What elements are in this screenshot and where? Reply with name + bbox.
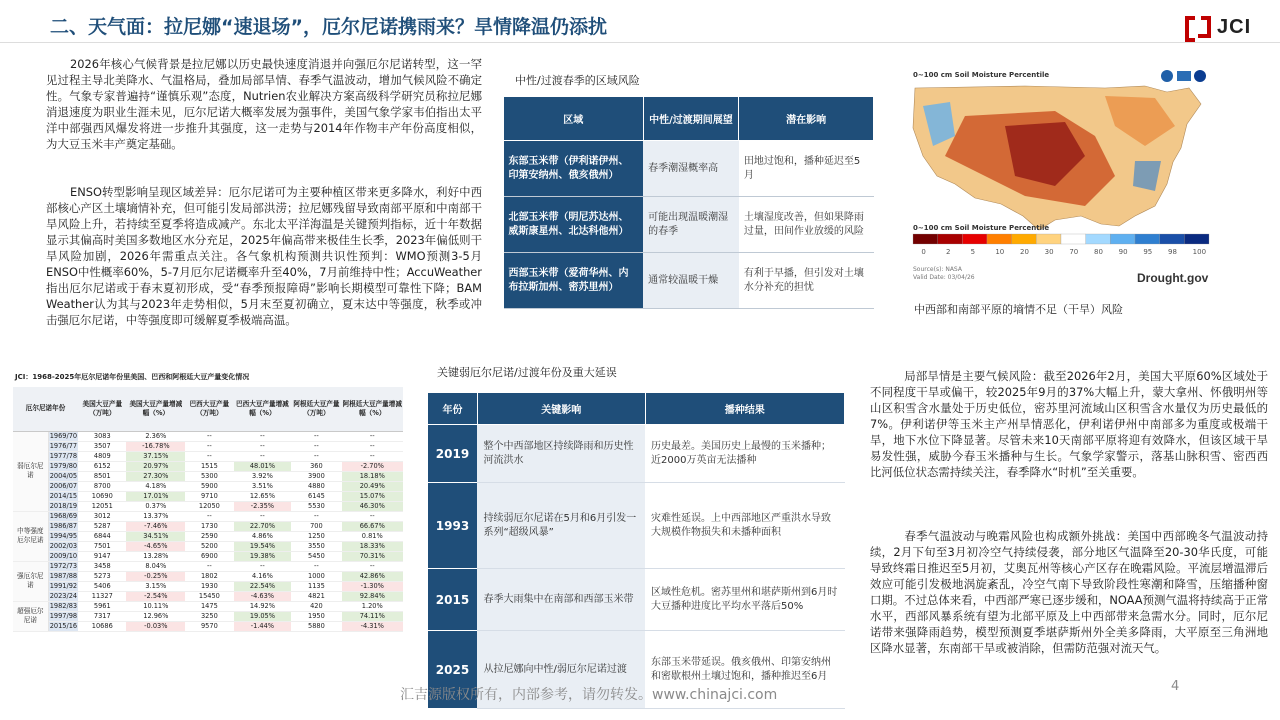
table-cell: -4.63%: [234, 591, 292, 601]
table-cell: 3458: [78, 561, 126, 571]
risk-outlook: 通常较温暖干燥: [643, 253, 739, 309]
production-table-header: 阿根廷大豆产量增减幅（%）: [342, 387, 403, 431]
table-cell: -16.78%: [126, 441, 185, 451]
table-cell: 5287: [78, 521, 126, 531]
event-year: 2019: [428, 425, 478, 483]
crop-year: 1977/78: [49, 451, 78, 460]
table-cell: 11327: [78, 591, 126, 601]
table-cell: -4.31%: [342, 621, 403, 631]
table-cell: 19.05%: [234, 611, 292, 621]
table-cell: 10686: [78, 621, 126, 631]
legend-tick-label: 30: [1044, 248, 1054, 256]
table-cell: 18.18%: [342, 471, 403, 481]
table-cell: 10.11%: [126, 601, 185, 611]
table-cell: 360: [291, 461, 341, 471]
table-row: [13, 601, 403, 611]
table-cell: 5880: [291, 621, 341, 631]
table-cell: -2.54%: [126, 591, 185, 601]
production-table: [13, 387, 403, 632]
table-row: [13, 531, 403, 541]
legend-tick-label: 70: [1069, 248, 1079, 256]
table-row: [13, 591, 403, 601]
event-result: 灾难性延误。上中西部地区严重洪水导致大规模作物损失和未播种面积: [645, 483, 844, 569]
table-cell: 5406: [78, 581, 126, 591]
table-row: [428, 569, 845, 631]
table-cell: 1950: [291, 611, 341, 621]
table-cell: --: [291, 441, 341, 451]
event-table-caption: 关键弱厄尔尼诺/过渡年份及重大延误: [437, 366, 617, 379]
table-row: [504, 197, 874, 253]
risk-impact: 有利于早播，但引发对土壤水分补充的担忧: [739, 253, 874, 309]
crop-year: 2009/10: [49, 551, 78, 560]
legend-swatch: [1061, 234, 1086, 244]
map-source: [913, 266, 975, 282]
risk-zone: 北部玉米带（明尼苏达州、威斯康星州、北达科他州）: [504, 197, 644, 253]
el-nino-category: 弱厄尔尼诺: [13, 431, 48, 511]
table-cell: 20.49%: [342, 481, 403, 491]
table-cell: 5900: [185, 481, 233, 491]
event-result: 区域性危机。密苏里州和堪萨斯州到6月时大豆播种进度比平均水平落后50%: [645, 569, 844, 631]
table-row: [13, 511, 403, 521]
production-table-header: 厄尔尼诺年份: [13, 387, 78, 431]
table-cell: -1.30%: [342, 581, 403, 591]
event-year: 2015: [428, 569, 478, 631]
intro-paragraph-2: [46, 184, 482, 328]
page-number: 4: [1171, 679, 1180, 694]
legend-tick-label: 95: [1143, 248, 1153, 256]
crop-year: 2014/15: [49, 491, 78, 500]
table-cell: 22.54%: [234, 581, 292, 591]
table-cell: 5530: [291, 501, 341, 511]
legend-swatch: [1160, 234, 1185, 244]
table-row: [13, 611, 403, 621]
table-cell: 42.86%: [342, 571, 403, 581]
right-paragraph-2: [870, 528, 1268, 656]
legend-swatch: [1036, 234, 1061, 244]
soil-moisture-map: [905, 66, 1217, 290]
table-cell: 3083: [78, 431, 126, 441]
table-row: [504, 141, 874, 197]
table-cell: 92.84%: [342, 591, 403, 601]
crop-year: 1972/73: [49, 561, 78, 570]
event-table-header: 关键影响: [477, 393, 645, 425]
table-cell: 3012: [78, 511, 126, 521]
event-year: 2025: [428, 631, 478, 709]
event-impact: 持续弱厄尔尼诺在5月和6月引发一系列“超级风暴”: [477, 483, 645, 569]
table-cell: --: [342, 441, 403, 451]
table-cell: 19.38%: [234, 551, 292, 561]
table-cell: 7501: [78, 541, 126, 551]
drought-gov-brand: Drought.gov: [1137, 271, 1209, 285]
event-result: 东部玉米带延误。俄亥俄州、印第安纳州和密歇根州土壤过饱和，播种推迟至6月: [645, 631, 844, 709]
table-cell: 5273: [78, 571, 126, 581]
legend-swatch: [987, 234, 1012, 244]
table-cell: 3507: [78, 441, 126, 451]
legend-swatch: [938, 234, 963, 244]
map-source-text: Source(s): NASA: [913, 266, 962, 273]
risk-zone: 西部玉米带（爱荷华州、内布拉斯加州、密苏里州）: [504, 253, 644, 309]
title-divider: [0, 42, 1280, 43]
event-table-header: 播种结果: [645, 393, 844, 425]
table-cell: 4.16%: [234, 571, 292, 581]
table-cell: 5300: [185, 471, 233, 481]
el-nino-category: 超强厄尔尼诺: [13, 601, 48, 631]
jci-logo: [1185, 14, 1265, 44]
table-cell: 18.33%: [342, 541, 403, 551]
risk-zone: 东部玉米带（伊利诺伊州、印第安纳州、俄亥俄州）: [504, 141, 644, 197]
table-row: [13, 501, 403, 511]
table-row: [428, 425, 845, 483]
soil-map-caption: 中西部和南部平原的墒情不足（干旱）风险: [914, 303, 1123, 316]
legend-tick-label: 80: [1094, 248, 1103, 256]
event-impact: 从拉尼娜向中性/弱厄尔尼诺过渡: [477, 631, 645, 709]
table-cell: 5200: [185, 541, 233, 551]
table-cell: 6152: [78, 461, 126, 471]
logo-text: JCI: [1217, 16, 1252, 38]
table-cell: 12.65%: [234, 491, 292, 501]
table-cell: 3250: [185, 611, 233, 621]
table-cell: --: [234, 441, 292, 451]
risk-table-header: 潜在影响: [739, 97, 874, 141]
risk-table: [503, 96, 874, 309]
table-cell: 37.15%: [126, 451, 185, 461]
table-cell: 3.92%: [234, 471, 292, 481]
table-cell: 1475: [185, 601, 233, 611]
table-cell: 3.15%: [126, 581, 185, 591]
event-table: [427, 392, 845, 709]
map-title: 0~100 cm Soil Moisture Percentile: [913, 71, 1050, 79]
table-cell: 1.20%: [342, 601, 403, 611]
table-row: [13, 491, 403, 501]
table-cell: --: [185, 441, 233, 451]
table-cell: 3900: [291, 471, 341, 481]
table-cell: 12.96%: [126, 611, 185, 621]
table-cell: --: [291, 511, 341, 521]
crop-year: 1979/80: [49, 461, 78, 470]
table-cell: 4880: [291, 481, 341, 491]
table-cell: 1802: [185, 571, 233, 581]
table-cell: --: [234, 451, 292, 461]
crop-year: 2018/19: [49, 501, 78, 510]
table-row: [13, 481, 403, 491]
table-cell: --: [185, 561, 233, 571]
table-cell: 1135: [291, 581, 341, 591]
legend-tick-label: 5: [970, 248, 976, 256]
table-row: [13, 621, 403, 631]
table-cell: 9710: [185, 491, 233, 501]
table-cell: --: [234, 561, 292, 571]
el-nino-category: 强厄尔尼诺: [13, 561, 48, 601]
legend-swatch: [1135, 234, 1160, 244]
production-table-header: 阿根廷大豆产量（万吨）: [291, 387, 341, 431]
crop-year: 2015/16: [49, 621, 78, 630]
table-cell: --: [342, 431, 403, 441]
table-cell: --: [342, 451, 403, 461]
right-paragraph-1: [870, 368, 1268, 480]
event-result: 历史最差。美国历史上最慢的玉米播种；近2000万英亩无法播种: [645, 425, 844, 483]
table-cell: 0.81%: [342, 531, 403, 541]
risk-table-header: 区域: [504, 97, 644, 141]
legend-tick-label: 2: [946, 248, 951, 256]
table-row: [13, 551, 403, 561]
table-cell: 10690: [78, 491, 126, 501]
crop-year: 1991/92: [49, 581, 78, 590]
legend-swatch: [913, 234, 938, 244]
legend-swatch: [1086, 234, 1111, 244]
table-cell: -2.35%: [234, 501, 292, 511]
table-cell: -2.70%: [342, 461, 403, 471]
table-cell: 1000: [291, 571, 341, 581]
table-cell: 4.18%: [126, 481, 185, 491]
legend-swatch: [1184, 234, 1209, 244]
event-impact: 春季大雨集中在南部和西部玉米带: [477, 569, 645, 631]
crop-year: 1976/77: [49, 441, 78, 450]
table-cell: 8700: [78, 481, 126, 491]
crop-year: 1968/69: [49, 511, 78, 520]
right-paragraph-2-text: 春季气温波动与晚霜风险也构成额外挑战：美国中西部晚冬气温波动持续，2月下旬至3月初冷空气持续侵袭，部分地区气温降至20-30华氏度，可能导致终霜日推迟至5月初，艾奥瓦州等核心产区存在晚霜风险。平流层增温滞后效应可能引发极地涡旋紊乱，冷空气南下导致阶段性寒潮和降雪，压缩播种窗口期。不过总体来看，中西部严寒已逐步缓和，NOAA预测气温将持续高于正常水平，西部风暴系统有望为北部平原及上中西部带来急需水分。同时，厄尔尼诺带来强降雨趋势，模型预测夏季堪萨斯州外全美多降雨，大平原至三角洲地区降水显著，东南部干旱或被消除，但需防范强对流天气。: [870, 529, 1268, 655]
table-cell: 27.30%: [126, 471, 185, 481]
table-row: [13, 441, 403, 451]
table-cell: -0.03%: [126, 621, 185, 631]
table-row: [13, 581, 403, 591]
crop-year: 2002/03: [49, 541, 78, 550]
table-cell: 14.92%: [234, 601, 292, 611]
table-cell: 4821: [291, 591, 341, 601]
event-year: 1993: [428, 483, 478, 569]
intro-paragraph-1-text: 2026年核心气候背景是拉尼娜以历史最快速度消退并向强厄尔尼诺转型，这一罕见过程主导北美降水、气温格局，叠加局部旱情、春季气温波动，增加气候风险不确定性。气象专家普遍持“谨慎乐观”态度，Nutrien农业解决方案高级科学研究员称拉尼娜消退速度为职业生涯未见，厄尔尼诺大概率发展为强事件，美国气象学家韦伯指出太平洋中部强西风爆发将进一步推升其强度，这一走势与2014年作物丰产年份高度相似，为大豆玉米丰产奠定基础。: [46, 57, 482, 151]
production-table-header: 美国大豆产量增减幅（%）: [126, 387, 185, 431]
production-table-header: 巴西大豆产量增减幅（%）: [234, 387, 292, 431]
crop-year: 1994/95: [49, 531, 78, 540]
table-row: [13, 561, 403, 571]
table-cell: 19.54%: [234, 541, 292, 551]
legend-tick-label: 90: [1118, 248, 1128, 256]
table-row: [13, 521, 403, 531]
crop-year: 2023/24: [49, 591, 78, 600]
legend-swatch: [1110, 234, 1135, 244]
production-table-caption: JCI：1968-2025年厄尔尼诺年份里美国、巴西和阿根廷大豆产量变化情况: [15, 373, 250, 381]
page-title: 二、天气面：拉尼娜“速退场”，厄尔尼诺携雨来？旱情降温仍添扰: [50, 16, 607, 38]
table-row: [428, 483, 845, 569]
table-cell: 34.51%: [126, 531, 185, 541]
table-cell: -4.65%: [126, 541, 185, 551]
table-cell: 0.37%: [126, 501, 185, 511]
table-cell: -0.25%: [126, 571, 185, 581]
table-cell: 6900: [185, 551, 233, 561]
crop-year: 1997/98: [49, 611, 78, 620]
table-cell: -7.46%: [126, 521, 185, 531]
legend-title: 0~100 cm Soil Moisture Percentile: [913, 224, 1050, 232]
table-cell: 8501: [78, 471, 126, 481]
event-table-header: 年份: [428, 393, 478, 425]
table-cell: 22.70%: [234, 521, 292, 531]
table-cell: 3550: [291, 541, 341, 551]
table-cell: 46.30%: [342, 501, 403, 511]
table-cell: --: [291, 451, 341, 461]
table-cell: 1250: [291, 531, 341, 541]
legend-swatch: [1012, 234, 1037, 244]
table-cell: 8.04%: [126, 561, 185, 571]
table-cell: --: [185, 431, 233, 441]
risk-impact: 土壤湿度改善，但如果降雨过量，田间作业放缓的风险: [739, 197, 874, 253]
table-cell: --: [291, 431, 341, 441]
legend-tick-label: 20: [1020, 248, 1029, 256]
table-cell: 6844: [78, 531, 126, 541]
table-cell: --: [185, 451, 233, 461]
risk-impact: 田地过饱和，播种延迟至5月: [739, 141, 874, 197]
table-cell: 48.01%: [234, 461, 292, 471]
jci-logo-mark-icon: [1185, 16, 1211, 42]
table-cell: 420: [291, 601, 341, 611]
crop-year: 1987/88: [49, 571, 78, 580]
table-cell: 1730: [185, 521, 233, 531]
right-paragraph-1-text: 局部旱情是主要气候风险：截至2026年2月，美国大平原60%区域处于不同程度干旱或偏干，较2025年9月的37%大幅上升，蒙大拿州、怀俄明州等山区积雪含水量处于历史低位，密苏里河流域山区积雪含水量仅为历史最低的7%。伊利诺伊等玉米主产州旱情恶化，伊利诺伊州中南部多为重度或极端干旱，地下水位下降显著。尽管未来10天南部平原将迎有效降水，但该区域干旱易发性强，威胁今春玉米播种与生长。气象学家警示，落基山脉积雪、密西西比河低位状态需持续关注，春季降水“时机”至关重要。: [870, 369, 1268, 479]
intro-paragraph-1: [46, 56, 482, 152]
table-cell: 4809: [78, 451, 126, 461]
table-row: [504, 253, 874, 309]
table-cell: 15.07%: [342, 491, 403, 501]
table-cell: 6145: [291, 491, 341, 501]
table-row: [13, 541, 403, 551]
table-cell: 2.36%: [126, 431, 185, 441]
usa-map-image: [905, 66, 1217, 290]
table-cell: --: [234, 431, 292, 441]
production-table-header: 巴西大豆产量（万吨）: [185, 387, 233, 431]
crop-year: 1969/70: [49, 431, 78, 440]
crop-year: 1986/87: [49, 521, 78, 530]
crop-year: 1982/83: [49, 601, 78, 610]
table-cell: 4.86%: [234, 531, 292, 541]
table-cell: 74.11%: [342, 611, 403, 621]
legend-tick-label: 0: [921, 248, 926, 256]
table-row: [13, 451, 403, 461]
table-row: [13, 571, 403, 581]
table-cell: 5450: [291, 551, 341, 561]
table-row: [13, 431, 403, 441]
table-cell: 700: [291, 521, 341, 531]
table-cell: 12050: [185, 501, 233, 511]
table-cell: 9147: [78, 551, 126, 561]
table-cell: 15450: [185, 591, 233, 601]
table-cell: --: [185, 511, 233, 521]
event-impact: 整个中西部地区持续降雨和历史性河流洪水: [477, 425, 645, 483]
table-cell: -1.44%: [234, 621, 292, 631]
legend-tick-label: 100: [1192, 248, 1207, 256]
table-cell: 66.67%: [342, 521, 403, 531]
legend-swatch: [962, 234, 987, 244]
table-cell: 1515: [185, 461, 233, 471]
table-cell: --: [291, 561, 341, 571]
table-cell: --: [342, 561, 403, 571]
table-cell: 13.28%: [126, 551, 185, 561]
nasa-logo-icon: [1194, 70, 1206, 82]
table-cell: --: [234, 511, 292, 521]
table-cell: 17.01%: [126, 491, 185, 501]
el-nino-category: 中等强度厄尔尼诺: [13, 511, 48, 561]
risk-table-caption: 中性/过渡春季的区域风险: [515, 74, 640, 87]
table-cell: 9570: [185, 621, 233, 631]
risk-outlook: 可能出现温暖潮湿的春季: [643, 197, 739, 253]
table-cell: 70.31%: [342, 551, 403, 561]
map-date-text: Valid Date: 03/04/26: [913, 274, 975, 281]
footer-copyright: 汇吉源版权所有，内部参考，请勿转发。www.chinajci.com: [400, 687, 778, 703]
table-cell: 1930: [185, 581, 233, 591]
table-cell: 12051: [78, 501, 126, 511]
nidis-logo-icon: [1177, 71, 1191, 81]
intro-paragraph-2-text: ENSO转型影响呈现区域差异：厄尔尼诺可为主要种植区带来更多降水，利好中西部核心产区土壤墒情补充，但可能引发局部洪涝；拉尼娜残留导致南部平原和中南部干旱风险上升，若持续至夏季将造成减产。东北太平洋海温是关键预判指标，近十年数据显示其偏高时美国多数地区水分充足，2025年偏高带来极佳生长季，2023年偏低则干旱风险加剧，2026年需重点关注。各气象机构预测共识性预判：WMO预测3-5月ENSO中性概率60%，5-7月厄尔尼诺概率升至40%，7月前维持中性；AccuWeather指出厄尔尼诺或于春末夏初形成，受“春季预报障碍”影响长期模型可靠性下降；BAM Weather认为其与2023年走势相似，5月末至夏初确立，夏末达中等强度，秋季或冲击强厄尔尼诺，中等强度即可缓解夏季极端高温。: [46, 185, 482, 327]
legend-tick-label: 98: [1168, 248, 1177, 256]
table-cell: 13.37%: [126, 511, 185, 521]
table-row: [13, 461, 403, 471]
legend-tick-label: 10: [995, 248, 1005, 256]
noaa-logo-icon: [1161, 70, 1173, 82]
table-cell: 7317: [78, 611, 126, 621]
table-cell: 3.51%: [234, 481, 292, 491]
production-table-header: 美国大豆产量（万吨）: [78, 387, 126, 431]
risk-table-header: 中性/过渡期间展望: [643, 97, 739, 141]
table-cell: 2590: [185, 531, 233, 541]
table-row: [13, 471, 403, 481]
table-cell: --: [342, 511, 403, 521]
table-cell: 20.97%: [126, 461, 185, 471]
table-cell: 5961: [78, 601, 126, 611]
crop-year: 2006/07: [49, 481, 78, 490]
risk-outlook: 春季潮湿概率高: [643, 141, 739, 197]
crop-year: 2004/05: [49, 471, 78, 480]
